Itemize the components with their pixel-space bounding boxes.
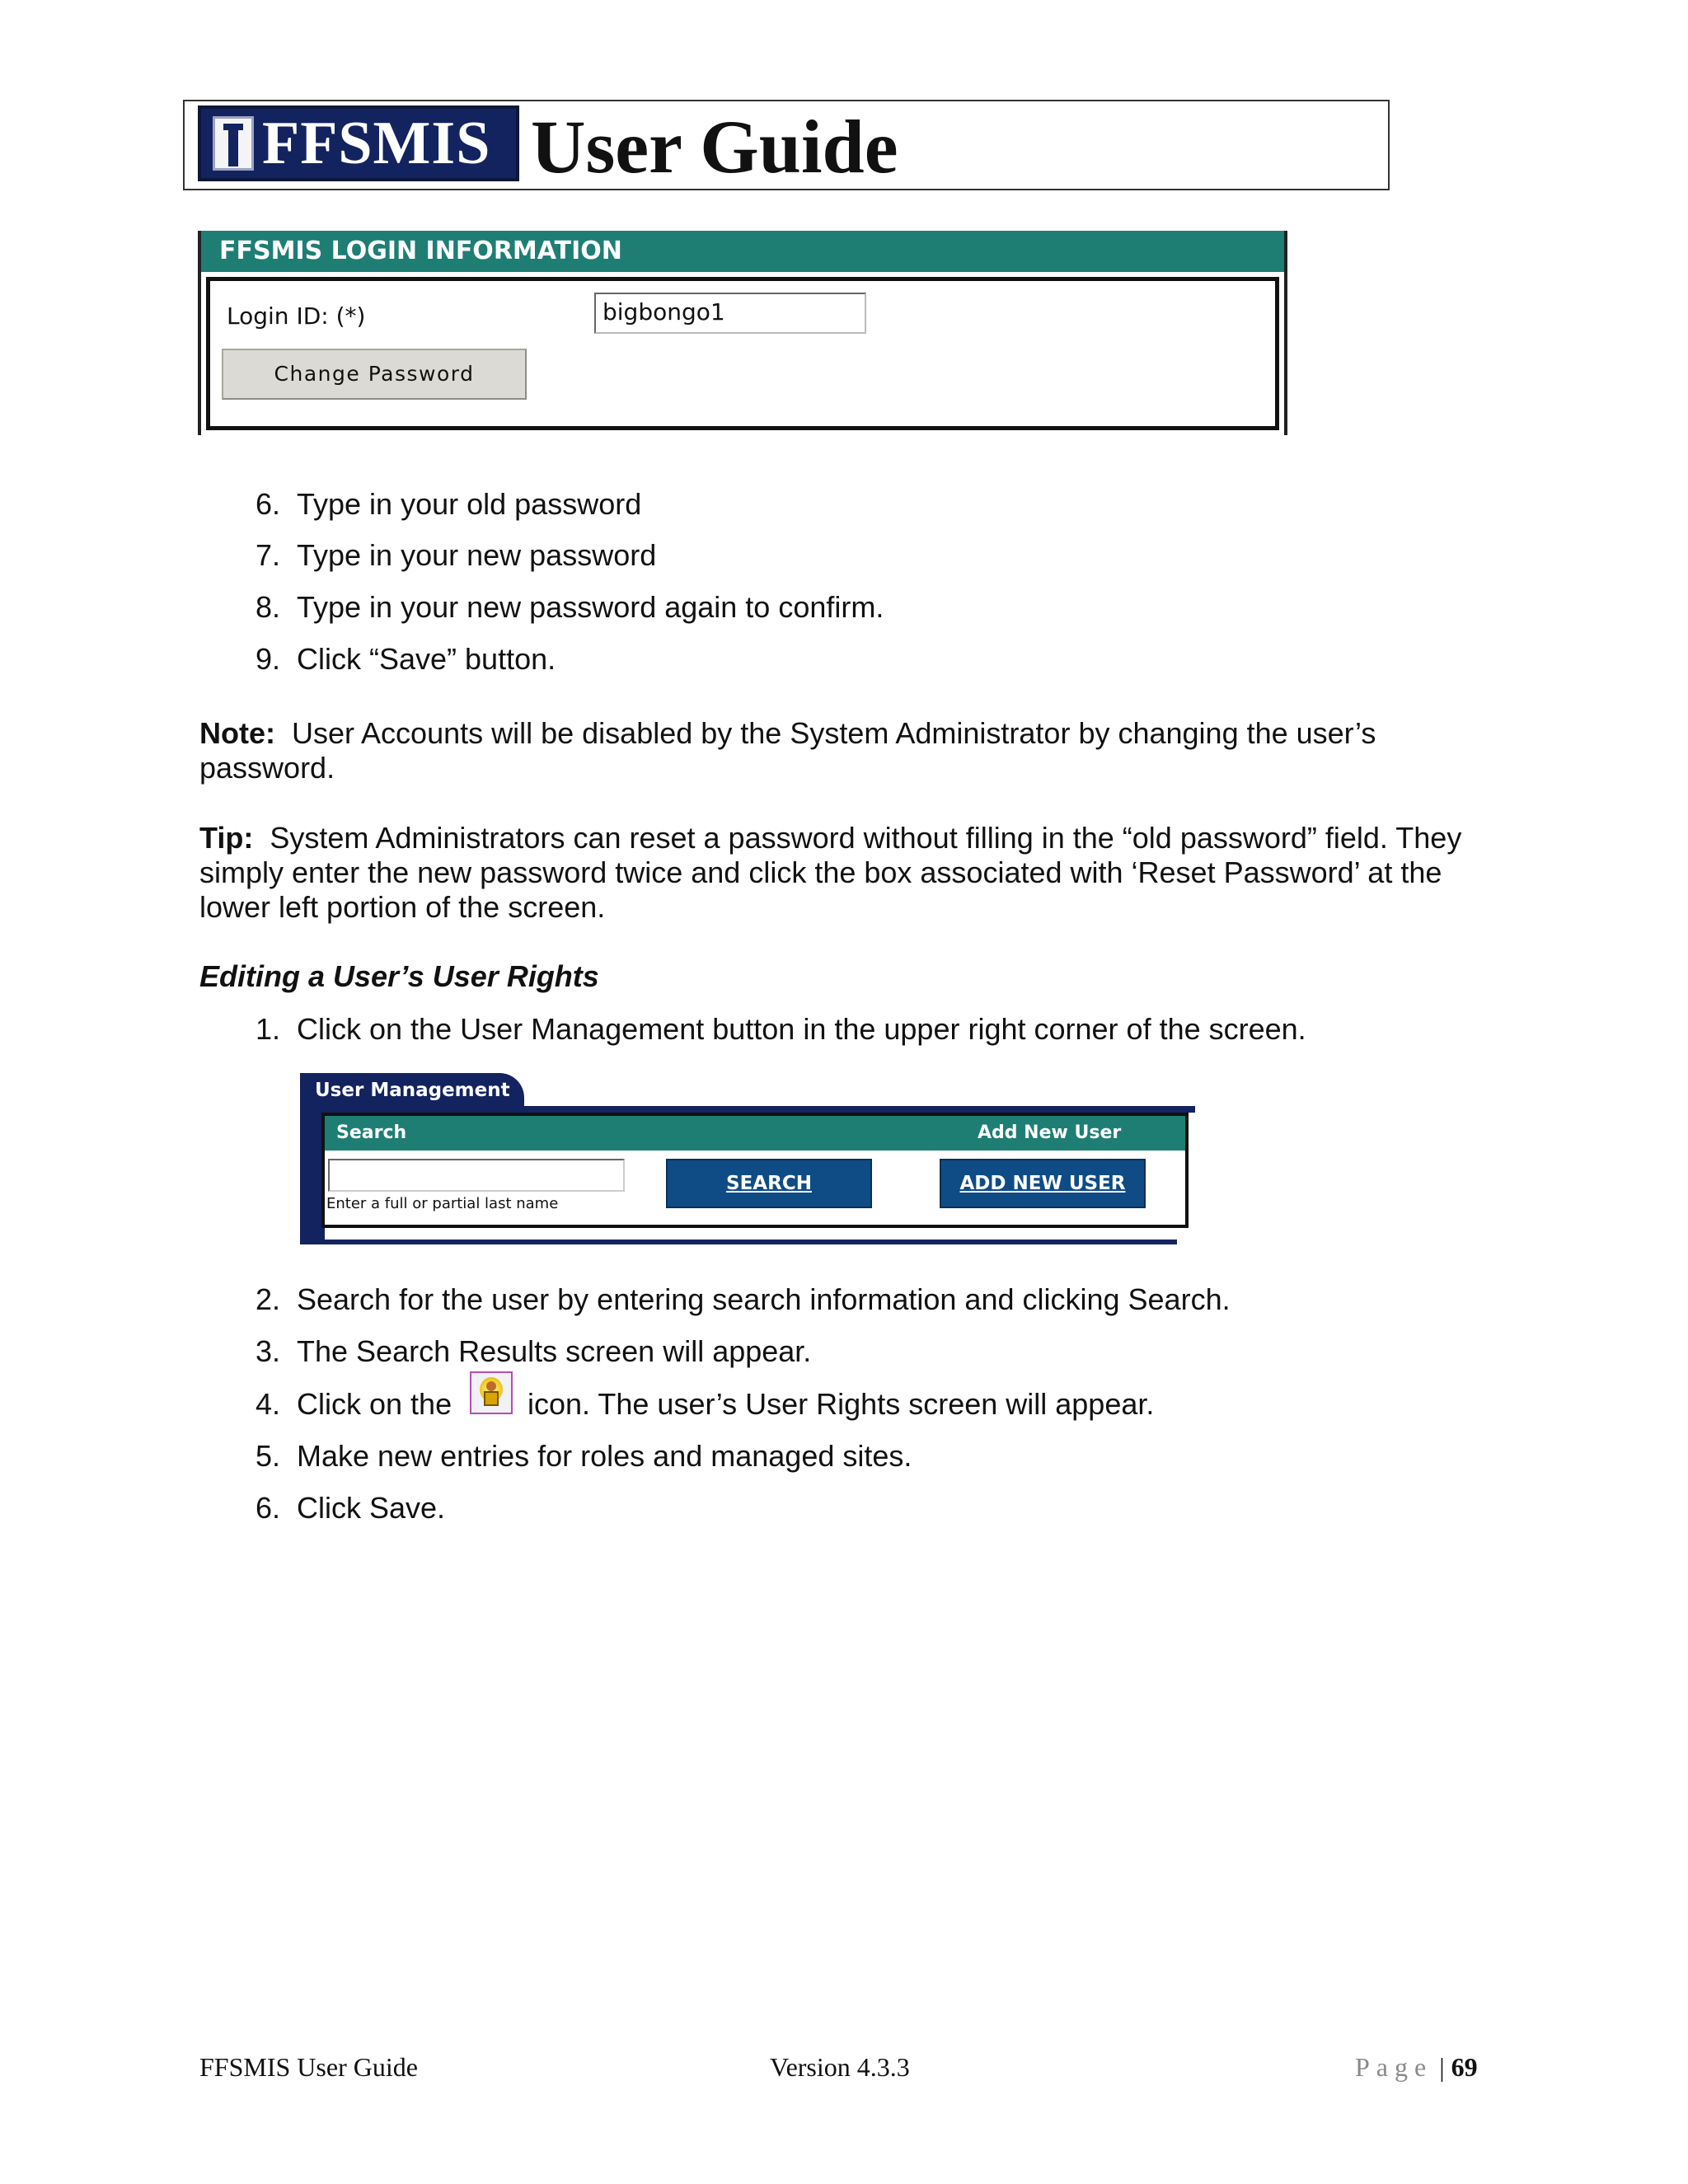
list-number: 6. — [255, 487, 280, 521]
footer-page-number: 69 — [1451, 2052, 1478, 2082]
list-text-after-icon: icon. The user’s User Rights screen will appear. — [528, 1387, 1155, 1421]
search-input[interactable] — [328, 1159, 625, 1192]
search-section-label: Search — [336, 1122, 407, 1143]
user-management-panel — [300, 1073, 1195, 1244]
list-text-before-icon: Click on the — [297, 1387, 452, 1421]
list-number: 9. — [255, 642, 280, 676]
list-number: 2. — [255, 1282, 280, 1316]
add-new-user-button[interactable]: ADD NEW USER — [940, 1159, 1146, 1208]
search-button[interactable]: SEARCH — [666, 1159, 872, 1208]
list-number: 5. — [255, 1439, 280, 1473]
list-number: 1. — [255, 1012, 280, 1046]
login-information-panel — [198, 231, 1287, 435]
list-text: Click on the User Management button in the upper right corner of the screen. — [297, 1012, 1306, 1046]
user-management-tab[interactable]: User Management — [300, 1073, 524, 1108]
list-text: Type in your old password — [297, 487, 642, 521]
icon-head — [486, 1381, 496, 1391]
login-panel-body — [206, 277, 1279, 430]
list-number: 4. — [255, 1387, 280, 1421]
list-text: Make new entries for roles and managed sites. — [297, 1439, 912, 1473]
pillar-icon — [213, 116, 254, 171]
tip-text: System Administrators can reset a password without filling in the “old password” field. They simply enter the new password twice and click the box associated with ‘Reset Password’ at the lower left portion of the screen. — [199, 821, 1462, 924]
list-number: 7. — [255, 538, 280, 572]
footer-separator: | — [1439, 2052, 1445, 2082]
search-hint: Enter a full or partial last name — [326, 1195, 559, 1212]
footer-page-label: Page — [1355, 2052, 1433, 2082]
tip-label: Tip: — [199, 821, 254, 855]
note-text: User Accounts will be disabled by the System Administrator by changing the user’s password. — [199, 716, 1376, 785]
tip-paragraph — [199, 821, 1485, 925]
note-label: Note: — [199, 716, 275, 750]
icon-lock — [484, 1391, 499, 1406]
list-text: Click “Save” button. — [297, 642, 556, 676]
section-heading: Editing a User’s User Rights — [199, 959, 599, 993]
login-id-field[interactable]: bigbongo1 — [594, 293, 866, 334]
list-number: 3. — [255, 1334, 280, 1368]
list-number: 8. — [255, 590, 280, 624]
user-management-header-bar — [325, 1116, 1185, 1151]
footer-page — [1355, 2052, 1478, 2083]
change-password-button[interactable]: Change Password — [222, 349, 527, 400]
list-text: The Search Results screen will appear. — [297, 1334, 812, 1368]
add-new-user-section-label: Add New User — [978, 1122, 1122, 1143]
list-text: Click Save. — [297, 1491, 446, 1525]
note-paragraph — [199, 716, 1485, 785]
list-number: 6. — [255, 1491, 280, 1525]
list-text: Type in your new password — [297, 538, 657, 572]
user-management-body — [321, 1113, 1189, 1228]
login-id-label: Login ID: (*) — [227, 302, 366, 330]
footer-version: Version 4.3.3 — [770, 2052, 910, 2082]
list-text: Type in your new password again to confirm. — [297, 590, 884, 624]
user-rights-icon[interactable] — [470, 1371, 513, 1414]
page-title: User Guide — [531, 105, 898, 189]
list-text: Search for the user by entering search information and clicking Search. — [297, 1282, 1231, 1316]
ffsmis-logo — [198, 105, 519, 181]
logo-text: FFSMIS — [262, 110, 491, 177]
footer-document-name: FFSMIS User Guide — [199, 2052, 418, 2082]
login-panel-title: FFSMIS LOGIN INFORMATION — [201, 231, 1284, 272]
